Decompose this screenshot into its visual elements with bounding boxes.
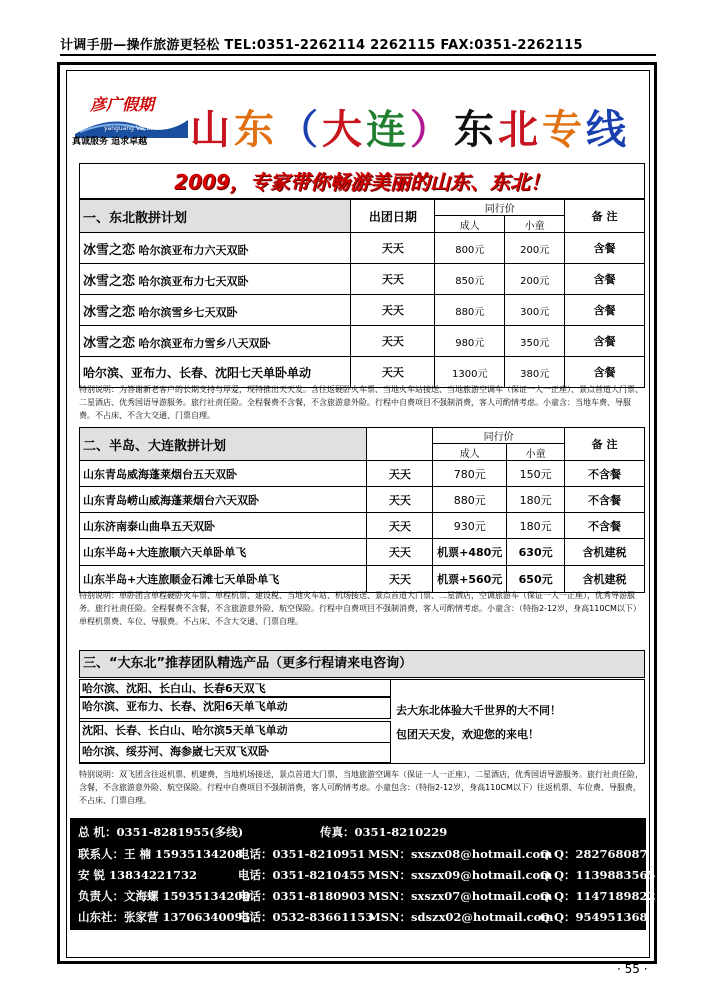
sec3-item: 沈阳、长春、长白山、哈尔滨5天单飞单动 [79, 721, 391, 743]
title-char: 北 [498, 106, 542, 153]
subtitle-banner: 2009，专家带你畅游美丽的山东、东北！ [79, 163, 645, 199]
sec2-name: 山东半岛+大连旅顺六天单卧单飞 [80, 539, 367, 566]
sec2-note: 含机建税 [565, 566, 645, 593]
sec1-date: 天天 [351, 264, 435, 295]
contact-field: Q Q：282768087 [540, 847, 648, 861]
route-brand: 冰雪之恋 [83, 273, 136, 289]
title-char: 连 [366, 106, 410, 153]
sec1-note: 含餐 [565, 233, 645, 264]
sec2-title: 二、半岛、大连散拼计划 [80, 428, 367, 461]
route-brand: 冰雪之恋 [83, 335, 136, 351]
sec1-note: 含餐 [565, 326, 645, 357]
sec1-child: 350元 [505, 326, 565, 357]
logo-name: 彦广假期 [90, 95, 155, 114]
sec1-adult-head: 成人 [435, 216, 505, 233]
sec1-row [80, 264, 645, 295]
route-brand: 冰雪之恋 [83, 242, 136, 258]
sec3-title: 三、“大东北”推荐团队精选产品（更多行程请来电咨询） [79, 650, 645, 678]
sec1-child: 300元 [505, 295, 565, 326]
sec1-date: 天天 [351, 295, 435, 326]
contact-field: 安 锐 13834221732 [78, 868, 198, 882]
sec3-item: 哈尔滨、亚布力、长春、沈阳6天单飞单动 [79, 697, 391, 719]
sec2-adult: 930元 [433, 513, 507, 539]
sec1-child: 200元 [505, 264, 565, 295]
sec1-child: 200元 [505, 233, 565, 264]
route-name: 哈尔滨雪乡七天双卧 [138, 305, 238, 319]
sec2-table [79, 427, 645, 593]
sec2-adult: 机票+480元 [433, 539, 507, 566]
contact-field: MSN：sxszx07@hotmail.com [368, 889, 553, 903]
contact-block [70, 818, 656, 930]
contact-field: 电话：0532-83661153 [238, 910, 374, 924]
contact-field: MSN：sdszx02@hotmail.com [368, 910, 554, 924]
page-header: 计调手册—操作旅游更轻松 TEL:0351-2262114 2262115 FAX:0351-2262115 [60, 38, 583, 53]
contact-field: Q Q：1139883565 [540, 868, 656, 882]
sec2-note: 含机建税 [565, 539, 645, 566]
contact-main-phone: 总 机：0351-8281955(多线) [78, 825, 244, 839]
sec2-child: 180元 [507, 513, 565, 539]
contact-field: Q Q：1147189822 [540, 889, 656, 903]
sec2-child: 650元 [507, 566, 565, 593]
title-char: 大 [322, 106, 366, 153]
title-char: ） [410, 106, 454, 153]
sec2-date: 天天 [367, 461, 433, 487]
sec1-adult: 850元 [435, 264, 505, 295]
sec1-note: 含餐 [565, 357, 645, 388]
sec2-date: 天天 [367, 513, 433, 539]
logo-slogan: 真诚服务 追求卓越 [72, 137, 148, 147]
contact-field: 电话：0351-8180903 [238, 889, 366, 903]
sec2-price-head: 同行价 [433, 428, 565, 444]
sec3-item: 哈尔滨、沈阳、长白山、长春6天双飞 [79, 679, 391, 697]
sec2-row [80, 539, 645, 566]
sec2-note: 不含餐 [565, 461, 645, 487]
contact-field: 联系人：王 楠 15935134208 [78, 847, 244, 861]
page-title [190, 98, 630, 155]
sec1-title: 一、东北散拼计划 [80, 200, 351, 233]
sec2-name: 山东青岛威海蓬莱烟台五天双卧 [80, 461, 367, 487]
contact-field: Q Q：954951368 [540, 910, 648, 924]
sec1-date: 天天 [351, 326, 435, 357]
contact-field: 电话：0351-8210455 [238, 868, 366, 882]
sec3-box [79, 679, 645, 764]
sec2-row [80, 461, 645, 487]
sec2-name: 山东青岛崂山威海蓬莱烟台六天双卧 [80, 487, 367, 513]
title-char: （ [278, 106, 322, 153]
route-name: 哈尔滨、亚布力、长春、沈阳七天单卧单动 [83, 365, 312, 380]
title-char: 专 [542, 106, 586, 153]
sec2-date: 天天 [367, 539, 433, 566]
sec2-adult-head: 成人 [433, 444, 507, 461]
logo-english: yanguang Vacation [104, 125, 162, 132]
title-char: 东 [234, 106, 278, 153]
sec3-item: 哈尔滨、绥芬河、海参崴七天双飞双卧 [79, 742, 391, 763]
sec2-child: 150元 [507, 461, 565, 487]
contact-field: MSN：sxszx09@hotmail.com [368, 868, 553, 882]
contact-fax: 传真：0351-8210229 [320, 825, 448, 839]
route-name: 哈尔滨亚布力七天双卧 [138, 274, 249, 288]
page-number: · 55 · [617, 962, 648, 976]
sec2-adult: 机票+560元 [433, 566, 507, 593]
title-char: 东 [454, 106, 498, 153]
contact-field: 山东社：张家营 13706340095 [78, 910, 251, 924]
contact-field: 电话：0351-8210951 [238, 847, 366, 861]
sec1-date: 天天 [351, 233, 435, 264]
sec1-note: 含餐 [565, 264, 645, 295]
sec1-adult: 980元 [435, 326, 505, 357]
sec1-adult: 1300元 [435, 357, 505, 388]
route-name: 哈尔滨亚布力雪乡八天双卧 [138, 336, 271, 350]
sec1-child-head: 小童 [505, 216, 565, 233]
title-char: 线 [586, 106, 630, 153]
sec1-row [80, 233, 645, 264]
sec1-note-head: 备 注 [565, 200, 645, 233]
sec1-date: 天天 [351, 357, 435, 388]
sec2-note: 不含餐 [565, 487, 645, 513]
sec2-adult: 880元 [433, 487, 507, 513]
sec3-promo1: 去大东北体验大千世界的大不同！ [396, 704, 561, 717]
sec1-row [80, 295, 645, 326]
sec1-price-head: 同行价 [435, 200, 565, 216]
sec2-adult: 780元 [433, 461, 507, 487]
sec2-remark: 特别说明：单卧团含单程硬卧火车票、单程机票、建设税、当地火车站、机场接送、景点首道大门票、二星酒店，空调旅游车（保证一人一正座），优秀导游服务。旅行社责任险。全程餐费不含餐，不含旅游意外险、航空保险。行程中自费项目不强制消费，客人可酌情考虑。小童含：（特指2-12岁，身高110CM以下）单程机票费、车位、导服费。不占床、不含大交通、门票自理。 [79, 591, 641, 626]
sec2-date: 天天 [367, 487, 433, 513]
sec1-route [80, 326, 351, 357]
sec1-route [80, 264, 351, 295]
sec1-note: 含餐 [565, 295, 645, 326]
contact-field: MSN：sxszx08@hotmail.com [368, 847, 553, 861]
sec2-child: 630元 [507, 539, 565, 566]
sec1-adult: 800元 [435, 233, 505, 264]
sec1-route [80, 295, 351, 326]
sec2-child: 180元 [507, 487, 565, 513]
sec2-note-head: 备 注 [565, 428, 645, 461]
sec1-child: 380元 [505, 357, 565, 388]
contact-field: 负责人：文海螺 15935134200 [78, 889, 251, 903]
sec2-note: 不含餐 [565, 513, 645, 539]
title-char: 山 [190, 106, 234, 153]
route-name: 哈尔滨亚布力六天双卧 [138, 243, 249, 257]
sec2-name: 山东济南泰山曲阜五天双卧 [80, 513, 367, 539]
route-brand: 冰雪之恋 [83, 304, 136, 320]
header-rule [60, 54, 656, 56]
sec1-remark: 特别说明：为答谢新老客户的长期支持与厚爱，现特推出天天发。含往返硬卧火车票、当地火车站接送、当地旅游空调车（保证一人一正座）、景点首道大门票、二星酒店、优秀国语导游服务。旅行社责任险。全程餐费不含餐，不含旅游意外险。行程中自费项目不强制消费，客人可酌情考虑。小童含：当地车费、导服费。不占床、不含大交通、门票自理。 [79, 385, 643, 420]
sec3-promo2: 包团天天发，欢迎您的来电！ [396, 728, 539, 741]
sec1-adult: 880元 [435, 295, 505, 326]
sec2-blank [367, 428, 433, 461]
sec1-table [79, 199, 645, 388]
sec1-row [80, 326, 645, 357]
sec2-date: 天天 [367, 566, 433, 593]
sec3-remark: 特别说明：双飞团含往返机票、机建费，当地机场接送，景点首道大门票，当地旅游空调车（保证一人一正座），二星酒店，优秀国语导游服务。旅行社责任险，含餐，不含旅游意外险、航空保险。行程中自费项目不强制消费，客人可酌情考虑。小童包含：（特指2-12岁，身高110CM以下）往返机票、车位费、导服费，不占床、门票自理。 [79, 770, 643, 805]
sec2-row [80, 513, 645, 539]
sec2-row [80, 487, 645, 513]
sec2-child-head: 小童 [507, 444, 565, 461]
sec1-route [80, 233, 351, 264]
sec2-name: 山东半岛+大连旅顺金石滩七天单卧单飞 [80, 566, 367, 593]
sec1-date-head: 出团日期 [351, 200, 435, 233]
